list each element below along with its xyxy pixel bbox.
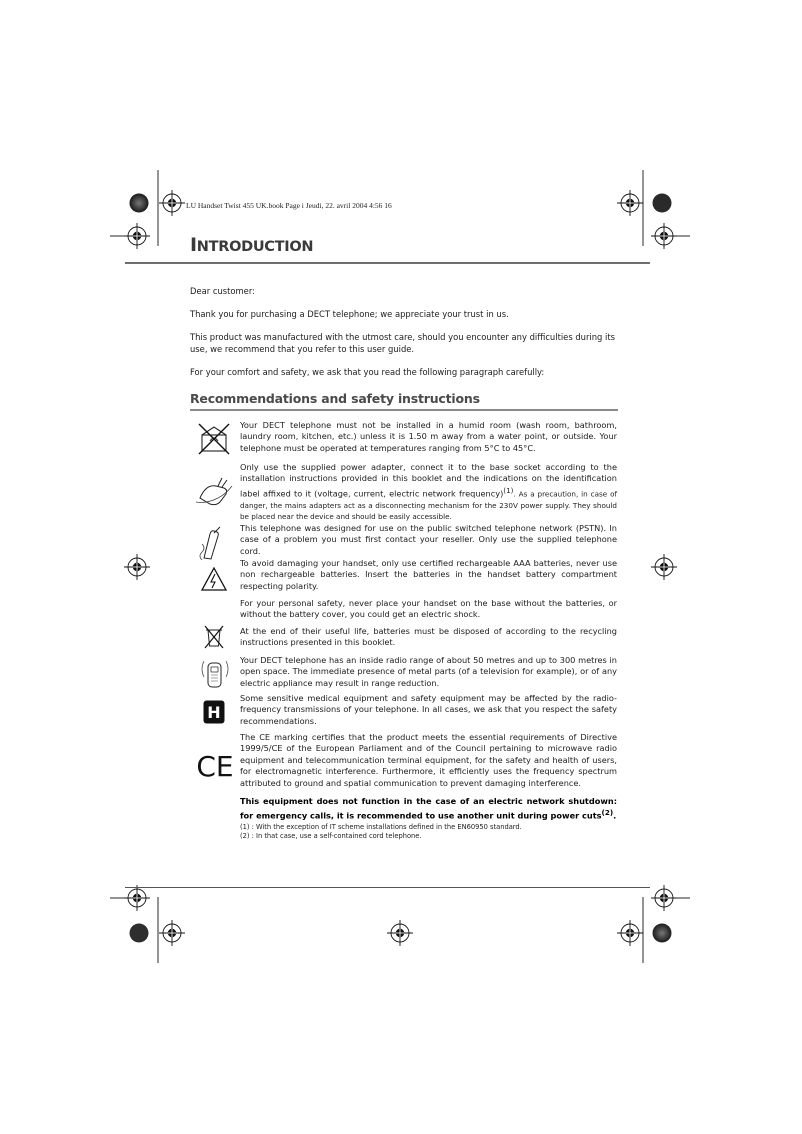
ce-mark-icon	[196, 751, 234, 781]
electric-hazard-icon	[200, 566, 228, 592]
safety-power-adapter	[240, 462, 617, 523]
intro-thanks: Thank you for purchasing a DECT telephone; we appreciate your trust in us.	[190, 309, 509, 319]
no-humid-room-icon	[196, 421, 232, 457]
safety-ce-marking: The CE marking certifies that the product meets the essential requirements of Directive 1999/5/CE of the European Parliament and of the Council pertaining to microwave radio equipment and telecommunication terminal equipment, for the safety and health of users, for electromagnetic interference. Furthermore, it efficiently uses the frequency spectrum attributed to ground and spatial communication to prevent damaging interference.	[240, 732, 617, 788]
safety-pstn: This telephone was designed for use on the public switched telephone network (PSTN). In case of a problem you must first contact your reseller. Only use the supplied telephone cord.	[240, 523, 617, 556]
intro-greeting: Dear customer:	[190, 286, 255, 296]
page-title-initial: I	[190, 234, 197, 256]
adapter-text-b: . As a precaution, in case of danger, the mains adapters act as a disconnecting mechanism for the 230V power supply. They should be placed near the device and should be easily accessible.	[240, 489, 617, 522]
power-adapter-icon	[192, 472, 236, 508]
handset-range-icon	[198, 655, 232, 691]
page-title-rest: NTRODUCTION	[196, 239, 314, 255]
intro-care: This product was manufactured with the utmost care, should you encounter any difficulties during its use, we recommend that you refer to this user guide.	[190, 332, 616, 354]
safety-battery-disposal: At the end of their useful life, batteries must be disposed of according to the recycling instructions presented in this booklet.	[240, 626, 617, 648]
section-title: Recommendations and safety instructions	[190, 391, 480, 406]
safety-electric-shock: For your personal safety, never place your handset on the base without the batteries, or without the battery cover, you could get an electric shock.	[240, 598, 617, 620]
safety-medical-equipment: Some sensitive medical equipment and safety equipment may be affected by the radio-frequency transmissions of your telephone. In all cases, we ask that you respect the safety recommendations.	[240, 693, 617, 726]
bottom-rule	[125, 887, 650, 888]
safety-batteries: To avoid damaging your handset, only use certified rechargeable AAA batteries, never use non rechargeable batteries. Insert the batteries in the handset battery compartment respecting polarity.	[240, 558, 617, 591]
safety-radio-range: Your DECT telephone has an inside radio range of about 50 metres and up to 300 metres in open space. The immediate presence of metal parts (of a television for example), or of any electric appliance may result in range reduction.	[240, 655, 617, 688]
footnote-2: (2) : In that case, use a self-contained cord telephone.	[240, 832, 422, 840]
print-header: LU Handset Twist 455 UK.book Page i Jeudi, 22. avril 2004 4:56 16	[186, 201, 392, 210]
title-rule	[125, 262, 650, 264]
warning-text: This equipment does not function in the case of an electric network shutdown: for emergency calls, it is recommended to use another unit during power cuts	[240, 796, 617, 822]
warning-end: .	[613, 811, 617, 822]
adapter-footnote-ref: (1)	[503, 485, 514, 495]
ce-mark-text: CE	[196, 751, 234, 781]
hospital-icon-letter: H	[207, 703, 221, 722]
recycle-bin-icon	[203, 624, 225, 650]
footnote-1: (1) : With the exception of IT scheme installations defined in the EN60950 standard.	[240, 823, 522, 831]
safety-humid-room: Your DECT telephone must not be installed in a humid room (wash room, bathroom, laundry room, kitchen, etc.) unless it is 1.50 m away from a water point, or outside. Your telephone must be operated at temperatures ranging from 5°C to 45°C.	[240, 420, 617, 453]
telephone-cord-icon	[196, 524, 226, 562]
safety-power-cut-warning	[240, 796, 617, 823]
section-rule	[190, 409, 618, 411]
intro-comfort: For your comfort and safety, we ask that you read the following paragraph carefully:	[190, 367, 545, 377]
page-title	[190, 234, 313, 256]
adapter-text-a: Only use the supplied power adapter, connect it to the base socket according to the installation instructions provided in this booklet and the indications on the identification label affixed to it (voltage, current, electric network frequency)	[240, 462, 617, 499]
hospital-icon	[203, 700, 225, 724]
warning-footnote-ref: (2)	[601, 808, 614, 818]
